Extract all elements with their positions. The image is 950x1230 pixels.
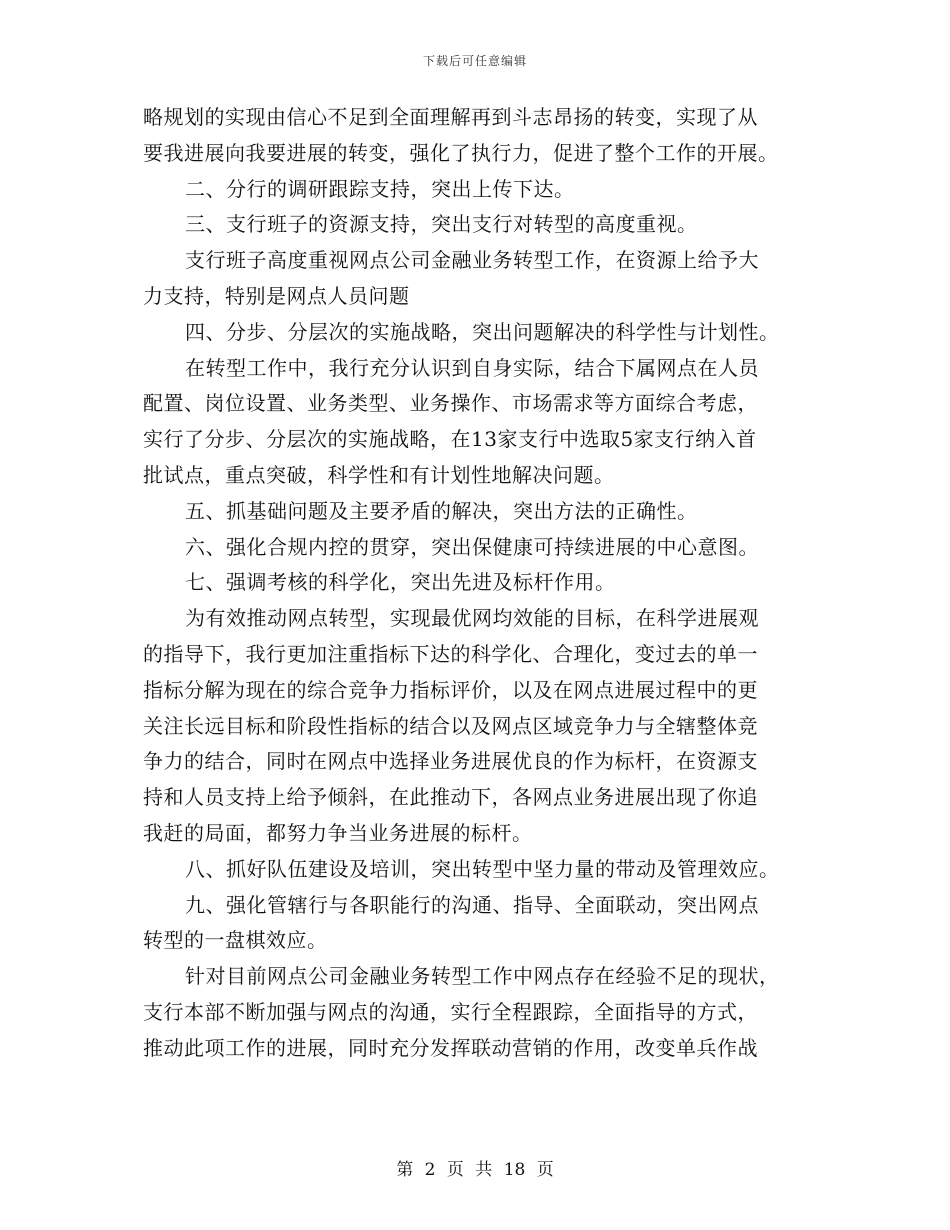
text-line: 七、强调考核的科学化，突出先进及标杆作用。 [185,570,616,595]
text-line: 六、强化合规内控的贯穿，突出保健康可持续进展的中心意图。 [185,534,759,559]
page-header: 下载后可任意编辑 [422,54,527,68]
text-line: 四、分步、分层次的实施战略，突出问题解决的科学性与计划性。 [185,319,780,344]
text-line: 二、分行的调研跟踪支持，突出上传下达。 [185,176,575,201]
text-line: 略规划的实现由信心不足到全面理解再到斗志昂扬的转变，实现了从 [143,105,758,129]
text-line: 持和人员支持上给予倾斜，在此推动下，各网点业务进展出现了你追 [143,785,758,810]
text-line: 三、支行班子的资源支持，突出支行对转型的高度重视。 [185,212,698,237]
text-line: 九、强化管辖行与各职能行的沟通、指导、全面联动，突出网点 [185,892,759,917]
text-line: 批试点，重点突破，科学性和有计划性地解决问题。 [143,462,615,487]
text-line: 的指导下，我行更加注重指标下达的科学化、合理化，变过去的单一 [143,641,758,666]
text-line: 八、抓好队伍建设及培训，突出转型中坚力量的带动及管理效应。 [185,856,780,881]
text-line: 实行了分步、分层次的实施战略，在13家支行中选取5家支行纳入首 [143,427,757,452]
text-line: 关注长远目标和阶段性指标的结合以及网点区域竞争力与全辖整体竞 [143,713,758,738]
text-line: 推动此项工作的进展，同时充分发挥联动营销的作用，改变单兵作战 [143,1035,758,1060]
text-line: 指标分解为现在的综合竞争力指标评价，以及在网点进展过程中的更 [143,677,758,702]
text-line: 为有效推动网点转型，实现最优网均效能的目标，在科学进展观 [185,606,759,631]
text-line: 在转型工作中，我行充分认识到自身实际，结合下属网点在人员 [185,355,759,380]
text-line: 我赶的局面，都努力争当业务进展的标杆。 [143,820,533,845]
document-body [143,100,807,1067]
text-line: 五、抓基础问题及主要矛盾的解决，突出方法的正确性。 [185,498,698,523]
text-line: 争力的结合，同时在网点中选择业务进展优良的作为标杆，在资源支 [143,749,758,774]
text-line: 支行本部不断加强与网点的沟通，实行全程跟踪，全面指导的方式， [143,999,758,1024]
text-line: 要我进展向我要进展的转变，强化了执行力，促进了整个工作的开展。 [143,140,779,165]
page-number: 第 2 页 共 18 页 [396,1160,554,1180]
text-line: 配置、岗位设置、业务类型、业务操作、市场需求等方面综合考虑， [143,391,758,416]
text-line: 支行班子高度重视网点公司金融业务转型工作，在资源上给予大 [185,248,759,273]
text-line: 针对目前网点公司金融业务转型工作中网点存在经验不足的现状， [185,964,780,989]
text-line: 力支持，特别是网点人员问题 [143,283,410,308]
text-line: 转型的一盘棋效应。 [143,928,328,953]
